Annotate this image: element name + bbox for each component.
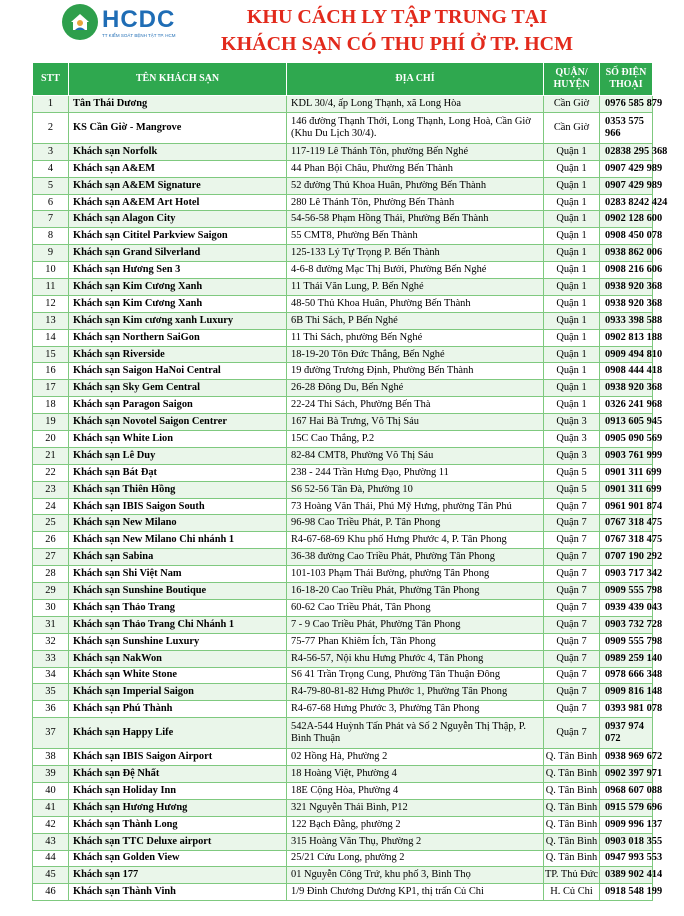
cell-stt: 27 [33, 549, 69, 566]
cell-stt: 28 [33, 566, 69, 583]
cell-district: Cần Giờ [544, 96, 600, 113]
cell-stt: 35 [33, 684, 69, 701]
cell-hotel-name: KS Cần Giờ - Mangrove [69, 112, 287, 143]
table-row [33, 112, 653, 143]
logo-subtitle: TT KIỂM SOÁT BỆNH TẬT TP. HCM [102, 33, 176, 38]
cell-stt: 23 [33, 481, 69, 498]
table-row [33, 431, 653, 448]
cell-address: 18 Hoàng Việt, Phường 4 [287, 766, 544, 783]
cell-phone: 0947 993 553 [600, 850, 653, 867]
cell-district: Q. Tân Bình [544, 782, 600, 799]
cell-address: 167 Hai Bà Trưng, Võ Thị Sáu [287, 414, 544, 431]
cell-address: R4-67-68-69 Khu phố Hưng Phước 4, P. Tân Phong [287, 532, 544, 549]
cell-stt: 11 [33, 279, 69, 296]
cell-hotel-name: Khách sạn Sabina [69, 549, 287, 566]
cell-address: S6 41 Trần Trọng Cung, Phường Tân Thuận Đông [287, 667, 544, 684]
cell-stt: 37 [33, 718, 69, 749]
cell-phone: 0961 901 874 [600, 498, 653, 515]
cell-address: R4-67-68 Hưng Phước 3, Phường Tân Phong [287, 701, 544, 718]
table-row [33, 599, 653, 616]
table-row [33, 295, 653, 312]
cell-stt: 15 [33, 346, 69, 363]
cell-hotel-name: Khách sạn IBIS Saigon Airport [69, 749, 287, 766]
cell-hotel-name: Khách sạn Hương Hương [69, 799, 287, 816]
cell-district: Quận 7 [544, 650, 600, 667]
cell-stt: 2 [33, 112, 69, 143]
cell-phone: 0326 241 968 [600, 397, 653, 414]
hcdc-logo [62, 4, 212, 44]
cell-phone: 0938 862 006 [600, 245, 653, 262]
cell-phone: 0907 429 989 [600, 160, 653, 177]
cell-phone: 0989 259 140 [600, 650, 653, 667]
cell-phone: 02838 295 368 [600, 143, 653, 160]
cell-address: 54-56-58 Phạm Hồng Thái, Phường Bến Thành [287, 211, 544, 228]
cell-stt: 32 [33, 633, 69, 650]
cell-stt: 40 [33, 782, 69, 799]
page-header [0, 0, 684, 62]
column-header-phone: SỐ ĐIỆN THOẠI [600, 63, 653, 96]
cell-phone: 0938 920 368 [600, 380, 653, 397]
cell-phone: 0908 216 606 [600, 262, 653, 279]
cell-address: 19 đường Trương Định, Phường Bến Thành [287, 363, 544, 380]
cell-district: Quận 1 [544, 279, 600, 296]
cell-address: 75-77 Phan Khiêm Ích, Tân Phong [287, 633, 544, 650]
cell-district: Quận 1 [544, 363, 600, 380]
cell-hotel-name: Khách sạn A&EM Signature [69, 177, 287, 194]
cell-district: Quận 3 [544, 414, 600, 431]
table-header-row [33, 63, 653, 96]
cell-phone: 0915 579 696 [600, 799, 653, 816]
cell-stt: 8 [33, 228, 69, 245]
cell-district: Quận 1 [544, 177, 600, 194]
cell-hotel-name: Khách sạn Saigon HaNoi Central [69, 363, 287, 380]
cell-district: Quận 1 [544, 312, 600, 329]
table-row [33, 279, 653, 296]
column-header-district: QUẬN/ HUYỆN [544, 63, 600, 96]
cell-stt: 31 [33, 616, 69, 633]
cell-district: Quận 7 [544, 515, 600, 532]
cell-phone: 0393 981 078 [600, 701, 653, 718]
cell-phone: 0938 969 672 [600, 749, 653, 766]
cell-district: Quận 1 [544, 143, 600, 160]
page-title-line1: KHU CÁCH LY TẬP TRUNG TẠI [246, 6, 548, 28]
cell-hotel-name: Khách sạn Thiên Hồng [69, 481, 287, 498]
cell-phone: 0903 018 355 [600, 833, 653, 850]
cell-district: Quận 7 [544, 549, 600, 566]
cell-hotel-name: Khách sạn Imperial Saigon [69, 684, 287, 701]
cell-district: Quận 1 [544, 397, 600, 414]
cell-phone: 0933 398 588 [600, 312, 653, 329]
cell-hotel-name: Khách sạn Riverside [69, 346, 287, 363]
cell-hotel-name: Khách sạn Northern SaiGon [69, 329, 287, 346]
cell-hotel-name: Khách sạn Lê Duy [69, 447, 287, 464]
cell-hotel-name: Khách sạn Sunshine Boutique [69, 583, 287, 600]
cell-address: 122 Bạch Đằng, phường 2 [287, 816, 544, 833]
table-row [33, 633, 653, 650]
cell-stt: 14 [33, 329, 69, 346]
column-header-name: TÊN KHÁCH SẠN [69, 63, 287, 96]
cell-stt: 22 [33, 464, 69, 481]
cell-address: 11 Thi Sách, phường Bến Nghé [287, 329, 544, 346]
table-row [33, 566, 653, 583]
cell-phone: 0976 585 879 [600, 96, 653, 113]
cell-stt: 4 [33, 160, 69, 177]
cell-district: Quận 1 [544, 211, 600, 228]
cell-phone: 0767 318 475 [600, 532, 653, 549]
table-row [33, 799, 653, 816]
cell-stt: 3 [33, 143, 69, 160]
table-row [33, 228, 653, 245]
cell-district: Quận 7 [544, 498, 600, 515]
table-row [33, 816, 653, 833]
cell-phone: 0767 318 475 [600, 515, 653, 532]
cell-hotel-name: Khách sạn Cititel Parkview Saigon [69, 228, 287, 245]
cell-phone: 0909 555 798 [600, 633, 653, 650]
column-header-stt: STT [33, 63, 69, 96]
cell-phone: 0937 974 072 [600, 718, 653, 749]
cell-hotel-name: Khách sạn Happy Life [69, 718, 287, 749]
cell-district: Quận 7 [544, 599, 600, 616]
cell-phone: 0905 090 569 [600, 431, 653, 448]
cell-hotel-name: Khách sạn White Stone [69, 667, 287, 684]
cell-district: Quận 3 [544, 447, 600, 464]
table-row [33, 346, 653, 363]
cell-address: 01 Nguyễn Công Trứ, khu phố 3, Bình Thọ [287, 867, 544, 884]
cell-address: 542A-544 Huỳnh Tấn Phát và Số 2 Nguyễn Thị Thập, P. Bình Thuận [287, 718, 544, 749]
cell-stt: 25 [33, 515, 69, 532]
cell-district: Quận 1 [544, 329, 600, 346]
cell-district: Quận 1 [544, 295, 600, 312]
cell-district: Quận 7 [544, 684, 600, 701]
cell-phone: 0939 439 043 [600, 599, 653, 616]
cell-hotel-name: Khách sạn Thành Vinh [69, 884, 287, 901]
cell-district: Q. Tân Bình [544, 749, 600, 766]
cell-district: Q. Tân Bình [544, 799, 600, 816]
table-row [33, 211, 653, 228]
cell-hotel-name: Khách sạn Bát Đạt [69, 464, 287, 481]
cell-hotel-name: Khách sạn Sunshine Luxury [69, 633, 287, 650]
cell-stt: 1 [33, 96, 69, 113]
cell-stt: 13 [33, 312, 69, 329]
cell-stt: 33 [33, 650, 69, 667]
table-row [33, 850, 653, 867]
cell-phone: 0902 128 600 [600, 211, 653, 228]
table-row [33, 194, 653, 211]
cell-address: 11 Thái Văn Lung, P. Bến Nghé [287, 279, 544, 296]
table-row [33, 498, 653, 515]
cell-district: Quận 7 [544, 616, 600, 633]
cell-stt: 6 [33, 194, 69, 211]
cell-hotel-name: Khách sạn New Milano [69, 515, 287, 532]
table-row [33, 143, 653, 160]
cell-stt: 17 [33, 380, 69, 397]
cell-hotel-name: Khách sạn A&EM Art Hotel [69, 194, 287, 211]
cell-phone: 0918 548 199 [600, 884, 653, 901]
cell-address: 238 - 244 Trần Hưng Đạo, Phường 11 [287, 464, 544, 481]
cell-stt: 41 [33, 799, 69, 816]
cell-district: H. Củ Chi [544, 884, 600, 901]
cell-stt: 29 [33, 583, 69, 600]
logo-emblem-icon [62, 4, 98, 40]
cell-hotel-name: Khách sạn Thảo Trang Chi Nhánh 1 [69, 616, 287, 633]
table-row [33, 245, 653, 262]
table-row [33, 329, 653, 346]
cell-stt: 36 [33, 701, 69, 718]
cell-district: Quận 7 [544, 718, 600, 749]
cell-stt: 43 [33, 833, 69, 850]
cell-phone: 0909 494 810 [600, 346, 653, 363]
cell-address: 44 Phan Bội Châu, Phường Bến Thành [287, 160, 544, 177]
table-row [33, 380, 653, 397]
cell-stt: 21 [33, 447, 69, 464]
cell-address: 16-18-20 Cao Triều Phát, Phường Tân Phong [287, 583, 544, 600]
cell-stt: 16 [33, 363, 69, 380]
cell-stt: 12 [33, 295, 69, 312]
cell-phone: 0707 190 292 [600, 549, 653, 566]
cell-address: 22-24 Thi Sách, Phường Bến Thà [287, 397, 544, 414]
cell-district: Quận 7 [544, 566, 600, 583]
column-header-address: ĐỊA CHỈ [287, 63, 544, 96]
cell-address: 7 - 9 Cao Triều Phát, Phường Tân Phong [287, 616, 544, 633]
cell-district: Cần Giờ [544, 112, 600, 143]
cell-district: Quận 1 [544, 245, 600, 262]
cell-phone: 0913 605 945 [600, 414, 653, 431]
cell-stt: 18 [33, 397, 69, 414]
cell-hotel-name: Khách sạn Novotel Saigon Centrer [69, 414, 287, 431]
cell-phone: 0902 397 971 [600, 766, 653, 783]
cell-stt: 34 [33, 667, 69, 684]
cell-phone: 0909 555 798 [600, 583, 653, 600]
cell-address: 117-119 Lê Thánh Tôn, phường Bến Nghé [287, 143, 544, 160]
table-row [33, 447, 653, 464]
table-row [33, 96, 653, 113]
cell-hotel-name: Khách sạn Golden View [69, 850, 287, 867]
cell-phone: 0978 666 348 [600, 667, 653, 684]
cell-stt: 7 [33, 211, 69, 228]
cell-district: Quận 7 [544, 583, 600, 600]
table-row [33, 160, 653, 177]
cell-hotel-name: Khách sạn 177 [69, 867, 287, 884]
cell-phone: 0389 902 414 [600, 867, 653, 884]
cell-address: 48-50 Thủ Khoa Huân, Phường Bến Thành [287, 295, 544, 312]
cell-district: Quận 1 [544, 228, 600, 245]
cell-hotel-name: Khách sạn Holiday Inn [69, 782, 287, 799]
cell-hotel-name: Khách sạn Thành Long [69, 816, 287, 833]
cell-hotel-name: Khách sạn Phú Thành [69, 701, 287, 718]
cell-hotel-name: Khách sạn White Lion [69, 431, 287, 448]
table-row [33, 515, 653, 532]
cell-stt: 9 [33, 245, 69, 262]
table-row [33, 481, 653, 498]
cell-phone: 0903 717 342 [600, 566, 653, 583]
table-row [33, 749, 653, 766]
table-row [33, 650, 653, 667]
table-row [33, 583, 653, 600]
cell-address: 18E Cộng Hòa, Phường 4 [287, 782, 544, 799]
cell-hotel-name: Khách sạn Đệ Nhất [69, 766, 287, 783]
cell-district: Quận 1 [544, 160, 600, 177]
cell-address: 55 CMT8, Phường Bến Thành [287, 228, 544, 245]
cell-phone: 0938 920 368 [600, 279, 653, 296]
cell-district: Q. Tân Bình [544, 766, 600, 783]
cell-address: 96-98 Cao Triều Phát, P. Tân Phong [287, 515, 544, 532]
cell-phone: 0909 996 137 [600, 816, 653, 833]
cell-hotel-name: Khách sạn Alagon City [69, 211, 287, 228]
cell-district: Quận 1 [544, 346, 600, 363]
cell-district: Quận 1 [544, 380, 600, 397]
cell-hotel-name: Khách sạn Paragon Saigon [69, 397, 287, 414]
cell-hotel-name: Khách sạn Kim Cương Xanh [69, 279, 287, 296]
cell-address: 1/9 Đinh Chương Dương KP1, thị trấn Củ Chi [287, 884, 544, 901]
cell-district: Q. Tân Bình [544, 850, 600, 867]
cell-stt: 24 [33, 498, 69, 515]
cell-hotel-name: Khách sạn Norfolk [69, 143, 287, 160]
cell-district: Q. Tân Bình [544, 833, 600, 850]
cell-hotel-name: Khách sạn IBIS Saigon South [69, 498, 287, 515]
table-row [33, 464, 653, 481]
cell-hotel-name: Khách sạn Grand Silverland [69, 245, 287, 262]
cell-stt: 30 [33, 599, 69, 616]
cell-hotel-name: Khách sạn New Milano Chi nhánh 1 [69, 532, 287, 549]
cell-address: 321 Nguyễn Thái Bình, P12 [287, 799, 544, 816]
cell-address: R4-56-57, Nội khu Hưng Phước 4, Tân Phong [287, 650, 544, 667]
cell-hotel-name: Khách sạn A&EM [69, 160, 287, 177]
table-row [33, 833, 653, 850]
table-row [33, 616, 653, 633]
cell-phone: 0907 429 989 [600, 177, 653, 194]
cell-stt: 39 [33, 766, 69, 783]
cell-address: R4-79-80-81-82 Hưng Phước 1, Phường Tân Phong [287, 684, 544, 701]
cell-phone: 0901 311 699 [600, 481, 653, 498]
cell-phone: 0283 8242 424 [600, 194, 653, 211]
cell-phone: 0908 450 078 [600, 228, 653, 245]
cell-hotel-name: Khách sạn Shi Việt Nam [69, 566, 287, 583]
cell-stt: 44 [33, 850, 69, 867]
table-row [33, 782, 653, 799]
cell-district: Quận 5 [544, 481, 600, 498]
cell-phone: 0353 575 966 [600, 112, 653, 143]
cell-address: 02 Hồng Hà, Phường 2 [287, 749, 544, 766]
cell-address: 26-28 Đông Du, Bến Nghé [287, 380, 544, 397]
table-row [33, 884, 653, 901]
cell-address: 60-62 Cao Triều Phát, Tân Phong [287, 599, 544, 616]
cell-phone: 0908 444 418 [600, 363, 653, 380]
cell-hotel-name: Khách sạn Hương Sen 3 [69, 262, 287, 279]
cell-district: TP. Thủ Đức [544, 867, 600, 884]
page-title-line2: KHÁCH SẠN CÓ THU PHÍ Ở TP. HCM [221, 33, 573, 55]
cell-district: Quận 7 [544, 667, 600, 684]
table-row [33, 312, 653, 329]
cell-phone: 0902 813 188 [600, 329, 653, 346]
cell-hotel-name: Khách sạn TTC Deluxe airport [69, 833, 287, 850]
table-row [33, 549, 653, 566]
cell-district: Quận 3 [544, 431, 600, 448]
cell-phone: 0901 311 699 [600, 464, 653, 481]
table-row [33, 397, 653, 414]
cell-phone: 0968 607 088 [600, 782, 653, 799]
table-row [33, 867, 653, 884]
cell-address: 52 đường Thủ Khoa Huân, Phường Bến Thành [287, 177, 544, 194]
table-row [33, 262, 653, 279]
table-row [33, 532, 653, 549]
table-row [33, 766, 653, 783]
cell-address: 6B Thi Sách, P Bến Nghé [287, 312, 544, 329]
cell-address: 25/21 Cửu Long, phường 2 [287, 850, 544, 867]
cell-hotel-name: Khách sạn Kim cương xanh Luxury [69, 312, 287, 329]
table-row [33, 414, 653, 431]
cell-address: 18-19-20 Tôn Đức Thắng, Bến Nghé [287, 346, 544, 363]
cell-address: KDL 30/4, ấp Long Thạnh, xã Long Hòa [287, 96, 544, 113]
table-row [33, 667, 653, 684]
cell-stt: 38 [33, 749, 69, 766]
table-row [33, 718, 653, 749]
logo-text: HCDC [102, 6, 176, 33]
cell-address: 125-133 Lý Tự Trọng P. Bến Thành [287, 245, 544, 262]
cell-address: 36-38 đường Cao Triều Phát, Phường Tân Phong [287, 549, 544, 566]
table-row [33, 363, 653, 380]
cell-district: Quận 1 [544, 194, 600, 211]
cell-district: Quận 7 [544, 701, 600, 718]
hotel-table [32, 62, 668, 901]
cell-district: Quận 7 [544, 532, 600, 549]
cell-stt: 46 [33, 884, 69, 901]
cell-stt: 42 [33, 816, 69, 833]
cell-stt: 20 [33, 431, 69, 448]
cell-stt: 5 [33, 177, 69, 194]
cell-hotel-name: Khách sạn Kim Cương Xanh [69, 295, 287, 312]
cell-phone: 0938 920 368 [600, 295, 653, 312]
cell-district: Quận 5 [544, 464, 600, 481]
cell-stt: 19 [33, 414, 69, 431]
cell-address: 73 Hoàng Văn Thái, Phú Mỹ Hưng, phường Tân Phú [287, 498, 544, 515]
cell-stt: 45 [33, 867, 69, 884]
table-row [33, 684, 653, 701]
cell-district: Quận 7 [544, 633, 600, 650]
cell-district: Q. Tân Bình [544, 816, 600, 833]
cell-address: 82-84 CMT8, Phường Võ Thị Sáu [287, 447, 544, 464]
cell-address: 280 Lê Thánh Tôn, Phường Bến Thành [287, 194, 544, 211]
cell-address: 15C Cao Thắng, P.2 [287, 431, 544, 448]
cell-phone: 0903 732 728 [600, 616, 653, 633]
cell-address: 315 Hoàng Văn Thụ, Phường 2 [287, 833, 544, 850]
table-row [33, 701, 653, 718]
cell-district: Quận 1 [544, 262, 600, 279]
cell-phone: 0903 761 999 [600, 447, 653, 464]
cell-hotel-name: Khách sạn Sky Gem Central [69, 380, 287, 397]
cell-stt: 26 [33, 532, 69, 549]
cell-address: S6 52-56 Tân Đà, Phường 10 [287, 481, 544, 498]
cell-address: 101-103 Phạm Thái Bường, phường Tân Phong [287, 566, 544, 583]
cell-phone: 0909 816 148 [600, 684, 653, 701]
cell-address: 146 đường Thạnh Thới, Long Thạnh, Long Hoà, Cần Giờ (Khu Du Lịch 30/4). [287, 112, 544, 143]
cell-hotel-name: Tân Thái Dương [69, 96, 287, 113]
cell-address: 4-6-8 đường Mạc Thị Bưởi, Phường Bến Nghé [287, 262, 544, 279]
cell-hotel-name: Khách sạn NakWon [69, 650, 287, 667]
cell-hotel-name: Khách sạn Thảo Trang [69, 599, 287, 616]
table-row [33, 177, 653, 194]
cell-stt: 10 [33, 262, 69, 279]
